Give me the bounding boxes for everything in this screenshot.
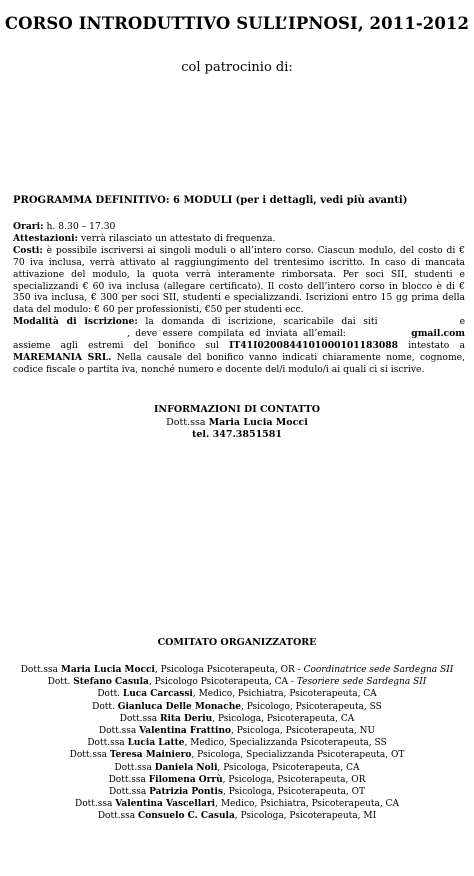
iscrizione-paragraph — [13, 316, 465, 376]
iscrizione-label: Modalità di iscrizione: — [13, 316, 138, 328]
member-description: , Psicologa, Specializzanda Psicoterapeuta, OT — [191, 750, 405, 761]
committee-member — [0, 762, 474, 774]
contact-phone: tel. 347.3851581 — [191, 429, 283, 440]
member-title: Dott.ssa — [108, 774, 146, 785]
committee-member — [0, 749, 474, 761]
committee-member — [0, 701, 474, 713]
program-heading — [13, 195, 465, 206]
member-name: Daniela Noli — [154, 762, 218, 773]
iscrizione-part3: assieme agli estremi del bonifico sul — [13, 340, 219, 352]
member-description: , Psicologa, Psicoterapeuta, OR — [222, 774, 366, 785]
iban-code: IT41I0200844101000101183088 — [229, 340, 399, 352]
iscrizione-part1: la domanda di iscrizione, scaricabile dai siti — [145, 316, 378, 328]
costi-label: Costi: — [13, 244, 43, 256]
committee-member — [0, 798, 474, 810]
iscrizione-part2: , deve essere compilata ed inviata all’email: — [127, 328, 346, 340]
committee-member — [0, 786, 474, 798]
member-name: Lucia Latte — [127, 738, 185, 749]
member-title: Dott.ssa — [75, 799, 113, 810]
member-description: , Psicologa, Psicoterapeuta, CA — [212, 713, 355, 724]
member-title: Dott.ssa — [97, 811, 136, 822]
iscrizione-part1-end: e — [459, 316, 466, 328]
committee-member — [0, 725, 474, 737]
member-description: , Medico, Psichiatra, Psicoterapeuta, CA — [215, 799, 399, 810]
member-name: Valentina Vascellari — [115, 799, 216, 810]
member-name: Consuelo C. Casula — [138, 811, 235, 822]
orari-label: Orari: — [13, 221, 44, 232]
member-description: , Psicologo Psicoterapeuta, CA - — [148, 677, 297, 688]
orari-paragraph — [13, 221, 465, 233]
member-description: , Psicologa Psicoterapeuta, OR - — [154, 665, 304, 675]
contact-person — [0, 417, 474, 430]
member-name: Valentina Frattino — [139, 726, 231, 737]
member-role: Coordinatrice sede Sardegna SII — [303, 665, 454, 675]
program-label: PROGRAMMA DEFINITIVO: 6 MODULI — [13, 195, 233, 206]
member-description: , Psicologa, Psicoterapeuta, OT — [223, 787, 366, 798]
member-title: Dott.ssa — [98, 726, 137, 737]
member-name: Gianluca Delle Monache — [117, 701, 241, 712]
registration-email[interactable]: gmail.com — [411, 328, 466, 340]
committee-member — [0, 676, 474, 688]
document-title: CORSO INTRODUTTIVO SULL’IPNOSI, 2011-2012 — [4, 14, 470, 33]
committee-member — [0, 688, 474, 700]
member-name: Stefano Casula — [73, 677, 149, 688]
member-name: Teresa Mainiero — [109, 750, 192, 761]
member-description: , Medico, Specializzanda Psicoterapeuta, SS — [184, 738, 387, 749]
orari-value: h. 8.30 – 17.30 — [46, 221, 116, 232]
member-title: Dott. — [92, 701, 115, 712]
contact-prefix: Dott.ssa — [166, 416, 206, 428]
attestazioni-label: Attestazioni: — [13, 232, 79, 244]
member-name: Maria Lucia Mocci — [60, 665, 155, 675]
committee-member — [0, 737, 474, 749]
member-title: Dott.ssa — [108, 787, 147, 798]
member-title: Dott.ssa — [20, 665, 59, 675]
committee-heading: COMITATO ORGANIZZATORE — [157, 637, 317, 648]
contact-name: Maria Lucia Mocci — [208, 416, 308, 428]
member-title: Dott.ssa — [87, 738, 125, 749]
member-name: Patrizia Pontis — [149, 787, 224, 798]
committee-member — [0, 664, 474, 676]
iscrizione-part5: Nella causale del bonifico vanno indicati chiaramente nome, cognome, codice fiscale o partita iva, nonché numero e docente del/i modulo/i ai quali ci si iscrive. — [13, 351, 466, 375]
member-description: , Psicologa, Psicoterapeuta, NU — [231, 726, 376, 737]
member-description: , Psicologa, Psicoterapeuta, MI — [234, 811, 377, 822]
member-name: Luca Carcassi — [122, 689, 193, 700]
member-title: Dott.ssa — [119, 713, 158, 724]
member-name: Rita Deriu — [159, 713, 213, 724]
member-role: Tesoriere sede Sardegna SII — [296, 677, 427, 688]
member-title: Dott.ssa — [69, 750, 107, 761]
program-detail: (per i dettagli, vedi più avanti) — [235, 195, 408, 206]
committee-member — [0, 713, 474, 725]
attestazioni-value: verrà rilasciato un attestato di frequenza. — [81, 232, 276, 244]
member-title: Dott.ssa — [114, 762, 152, 773]
contact-section — [0, 404, 474, 442]
committee-member — [0, 810, 474, 822]
costi-paragraph — [13, 245, 465, 316]
beneficiary-name: MAREMANIA SRL. — [13, 351, 112, 363]
course-details — [13, 221, 465, 376]
iscrizione-part4: intestato a — [408, 340, 466, 352]
member-title: Dott. — [47, 677, 71, 688]
member-description: , Psicologo, Psicoterapeuta, SS — [240, 701, 382, 712]
committee-member — [0, 774, 474, 786]
costi-value: è possibile iscriversi ai singoli moduli o all’intero corso. Ciascun modulo, del costo di € 70 iva inclusa, verrà attivato al raggiungimento del trentesimo iscritto. In caso di mancata attivazione del modulo, la quota verrà interamente rimborsata. Per soci SII, studenti e specializzandi € 60 iva inclusa (allegare certificato). Il costo dell’intero corso in blocco è di € 350 iva inclusa, € 300 per soci SII, studenti e specializzandi. Iscrizioni entro 15 gg prima della data del modulo: € 60 per professionisti, €50 per studenti ecc. — [13, 244, 466, 316]
member-title: Dott. — [97, 689, 121, 700]
member-description: , Medico, Psichiatra, Psicoterapeuta, CA — [192, 689, 377, 700]
contact-heading: INFORMAZIONI DI CONTATTO — [153, 404, 320, 415]
attestazioni-paragraph — [13, 233, 465, 245]
committee-list — [0, 664, 474, 823]
patronage-line: col patrocinio di: — [181, 60, 293, 75]
member-name: Filomena Orrù — [148, 774, 223, 785]
member-description: , Psicologa, Psicoterapeuta, CA — [217, 762, 360, 773]
